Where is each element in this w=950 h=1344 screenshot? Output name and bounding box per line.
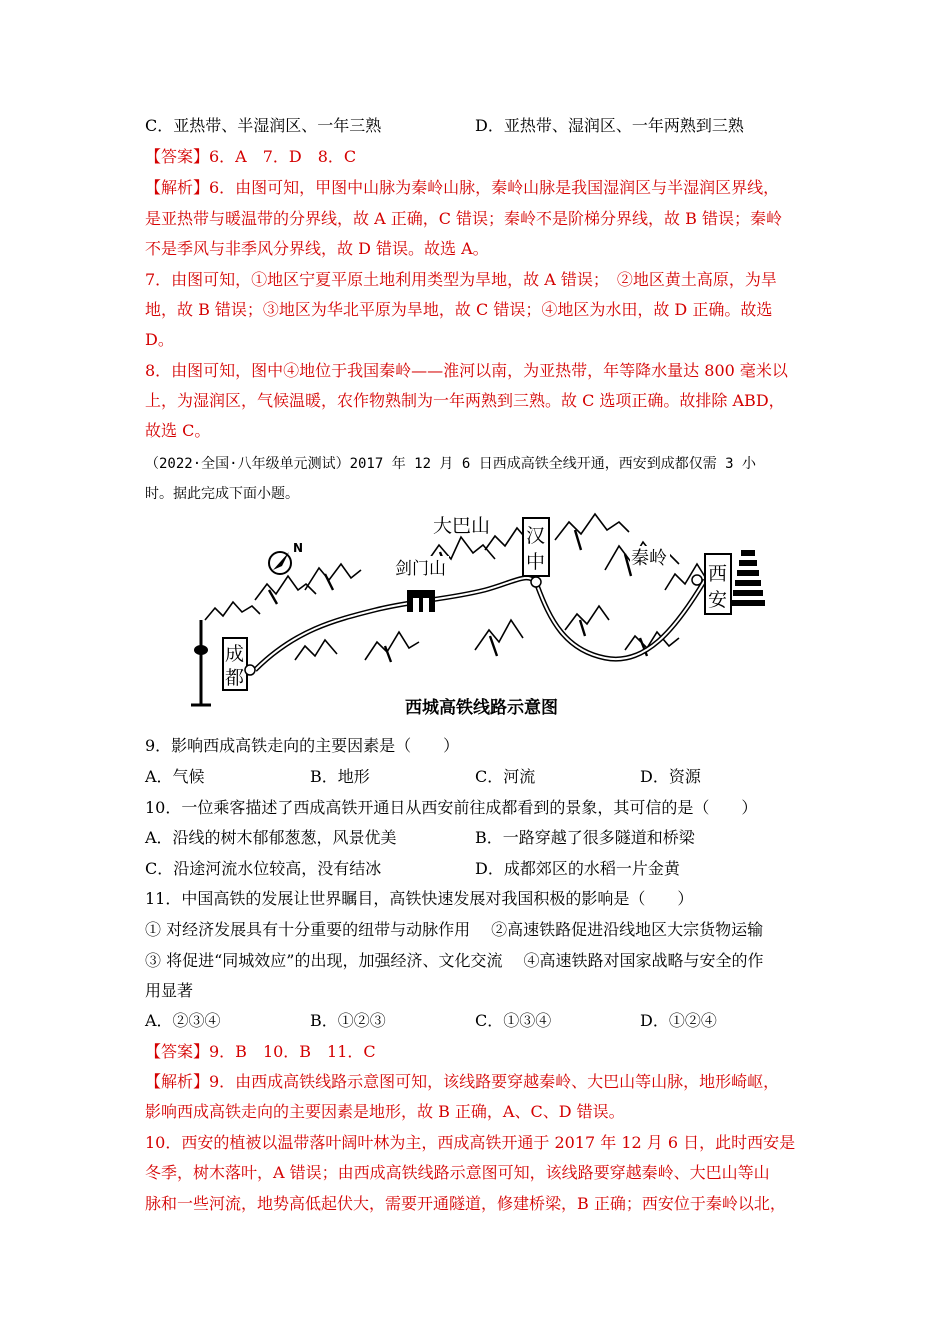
q8-option-d: D．亚热带、湿润区、一年两熟到三熟 xyxy=(475,116,744,135)
q10-option-d: D．成都郊区的水稻一片金黄 xyxy=(475,859,680,878)
analysis-line: 【解析】6．由图可知，甲图中山脉为秦岭山脉，秦岭山脉是我国湿润区与半湿润区界线， xyxy=(145,178,780,197)
q11-statement: ③ 将促进“同城效应”的出现，加强经济、文化交流 ④高速铁路对国家战略与安全的作 xyxy=(145,951,764,970)
q9-option-b: B．地形 xyxy=(310,767,370,786)
label-chengdu-2: 都 xyxy=(225,667,245,689)
q11-statement: 用显著 xyxy=(145,981,194,1000)
q9-option-c: C．河流 xyxy=(475,767,536,786)
analysis-line: D。 xyxy=(145,330,174,349)
analysis-line: 故选 C。 xyxy=(145,421,211,440)
q11-option-d: D．①②④ xyxy=(640,1011,717,1030)
analysis-line: 【解析】9．由西成高铁线路示意图可知，该线路要穿越秦岭、大巴山等山脉，地形崎岖， xyxy=(145,1072,780,1091)
analysis-line: 影响西成高铁走向的主要因素是地形，故 B 正确，A、C、D 错误。 xyxy=(145,1102,625,1121)
q10-option-c: C．沿途河流水位较高，没有结冰 xyxy=(145,859,382,878)
analysis-line: 上，为湿润区，气候温暖，农作物熟制为一年两熟到三熟。故 C 选项正确。故排除 ABD， xyxy=(145,391,785,410)
q11-option-b: B．①②③ xyxy=(310,1011,386,1030)
intro-line: （2022·全国·八年级单元测试）2017 年 12 月 6 日西成高铁全线开通，西安到成都仅需 3 小 xyxy=(145,456,757,472)
q10-option-b: B．一路穿越了很多隧道和桥梁 xyxy=(475,828,695,847)
analysis-line: 是亚热带与暖温带的分界线，故 A 正确，C 错误；秦岭不是阶梯分界线，故 B 错误；秦岭 xyxy=(145,209,782,228)
analysis-line: 8．由图可知，图中④地位于我国秦岭——淮河以南，为亚热带，年等降水量达 800 毫米以 xyxy=(145,361,788,380)
q11-statement: ① 对经济发展具有十分重要的纽带与动脉作用 ②高速铁路促进沿线地区大宗货物运输 xyxy=(145,920,764,939)
label-hanzhong-1: 汉 xyxy=(526,525,546,547)
q11-option-c: C．①③④ xyxy=(475,1011,552,1030)
answer-9-11: 【答案】9．B 10．B 11．C xyxy=(145,1042,376,1061)
analysis-line: 7．由图可知，①地区宁夏平原土地利用类型为旱地，故 A 错误； ②地区黄土高原，为旱 xyxy=(145,270,777,289)
q8-option-c: C．亚热带、半湿润区、一年三熟 xyxy=(145,116,382,135)
label-hanzhong-2: 中 xyxy=(526,551,546,573)
analysis-line: 不是季风与非季风分界线，故 D 错误。故选 A。 xyxy=(145,239,489,258)
label-jianmenshan: 剑门山 xyxy=(395,559,446,579)
analysis-line: 10．西安的植被以温带落叶阔叶林为主，西成高铁开通于 2017 年 12 月 6 日，此时西安是 xyxy=(145,1133,796,1152)
label-xian-2: 安 xyxy=(708,589,728,611)
label-dabashan: 大巴山 xyxy=(433,515,491,537)
label-xian-1: 西 xyxy=(708,563,728,585)
q9-option-d: D．资源 xyxy=(640,767,701,786)
analysis-line: 地，故 B 错误；③地区为华北平原为旱地，故 C 错误；④地区为水田，故 D 正确。故选 xyxy=(145,300,773,319)
q9-option-a: A．气候 xyxy=(145,767,205,786)
label-chengdu-1: 成 xyxy=(225,643,245,665)
q10-option-a: A．沿线的树木郁郁葱葱，风景优美 xyxy=(145,828,397,847)
answer-6-8: 【答案】6．A 7．D 8．C xyxy=(145,147,357,166)
label-qinling: 秦岭 xyxy=(631,548,667,569)
map-caption: 西城高铁线路示意图 xyxy=(405,698,558,718)
q10-stem: 10．一位乘客描述了西成高铁开通日从西安前往成都看到的景象，其可信的是（ ） xyxy=(145,798,758,817)
intro-line: 时。据此完成下面小题。 xyxy=(145,486,299,502)
q11-option-a: A．②③④ xyxy=(145,1011,221,1030)
analysis-line: 冬季，树木落叶，A 错误；由西成高铁线路示意图可知，该线路要穿越秦岭、大巴山等山 xyxy=(145,1163,770,1182)
analysis-line: 脉和一些河流，地势高低起伏大，需要开通隧道，修建桥梁，B 正确；西安位于秦岭以北， xyxy=(145,1194,786,1213)
q9-stem: 9．影响西成高铁走向的主要因素是（ ） xyxy=(145,736,460,755)
q11-stem: 11．中国高铁的发展让世界瞩目，高铁快速发展对我国积极的影响是（ ） xyxy=(145,889,694,908)
north-label: N xyxy=(293,541,304,555)
